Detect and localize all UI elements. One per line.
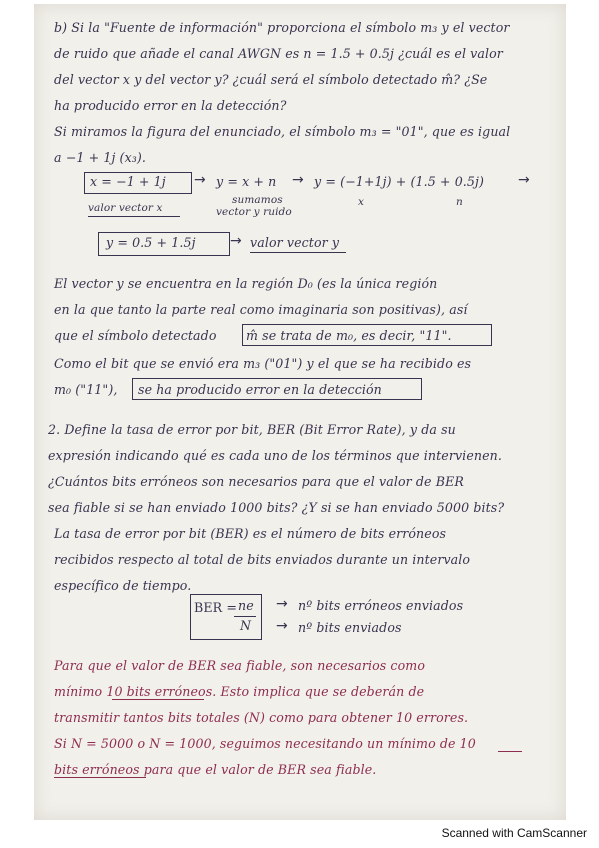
text-line: Para que el valor de BER sea fiable, son necesarios como (54, 658, 425, 673)
text-line: de ruido que añade el canal AWGN es n = 1.5 + 0.5j ¿cuál es el valor (54, 46, 503, 61)
text-line: bits erróneos para que el valor de BER sea fiable. (54, 762, 377, 777)
text-line: m₀ ("11"), (54, 382, 118, 397)
text-line: mínimo 10 bits erróneos. Esto implica que se deberán de (54, 684, 425, 699)
arrow-icon: → (276, 618, 288, 634)
text-line: Como el bit que se envió era m₃ ("01") y el que se ha recibido es (54, 356, 472, 371)
text-line: Si miramos la figura del enunciado, el símbolo m₃ = "01", que es igual (54, 124, 511, 139)
underline (88, 216, 180, 217)
formula-note-1: nº bits erróneos enviados (298, 598, 464, 613)
x-value: x = −1 + 1j (90, 174, 166, 189)
text-line: que el símbolo detectado (54, 328, 217, 343)
label-sum: sumamos (232, 194, 283, 206)
ber-formula (190, 594, 530, 644)
scanned-page (34, 4, 566, 820)
underline (112, 699, 204, 700)
label-x: x (358, 196, 365, 208)
text-line: ¿Cuántos bits erróneos son necesarios para que el valor de BER (48, 474, 464, 489)
arrow-icon: → (518, 172, 530, 188)
arrow-icon: → (292, 172, 304, 188)
label-x-vector: valor vector x (88, 202, 163, 214)
underline (498, 751, 522, 752)
text-line: El vector y se encuentra en la región D₀ (es la única región (54, 276, 438, 291)
text-line: expresión indicando qué es cada uno de los términos que intervienen. (48, 448, 502, 463)
text-line: sea fiable si se han enviado 1000 bits? ¿Y si se han enviado 5000 bits? (48, 500, 505, 515)
y-expanded: y = (−1+1j) + (1.5 + 0.5j) (314, 174, 485, 189)
text-line: b) Si la "Fuente de información" proporciona el símbolo m₃ y el vector (54, 20, 510, 35)
formula-numerator: ne (238, 598, 254, 613)
text-line: transmitir tantos bits totales (N) como para obtener 10 errores. (54, 710, 469, 725)
text-line: recibidos respecto al total de bits enviados durante un intervalo (54, 552, 471, 567)
text-line: La tasa de error por bit (BER) es el número de bits erróneos (54, 526, 447, 541)
formula-denominator: N (240, 618, 252, 633)
text-line: Si N = 5000 o N = 1000, seguimos necesitando un mínimo de 10 (54, 736, 476, 751)
text-line: a −1 + 1j (x₃). (54, 150, 147, 165)
arrow-icon: → (276, 596, 288, 612)
formula-lhs: BER = (194, 600, 237, 615)
text-line: ha producido error en la detección? (54, 98, 287, 113)
label-n: n (456, 196, 463, 208)
arrow-icon: → (194, 172, 206, 188)
detect-boxed: m̂ se trata de m₀, es decir, "11". (246, 328, 452, 343)
text-line: en la que tanto la parte real como imaginaria son positivas), así (54, 302, 468, 317)
y-result-row (54, 232, 554, 262)
text-line: específico de tiempo. (54, 578, 192, 593)
arrow-icon: → (230, 233, 242, 249)
error-boxed: se ha producido error en la detección (138, 382, 382, 397)
text-line: del vector x y del vector y? ¿cuál será el símbolo detectado m̂? ¿Se (54, 72, 488, 87)
y-equation: y = x + n (216, 174, 277, 189)
formula-note-2: nº bits enviados (298, 620, 402, 635)
label-sum-2: vector y ruido (216, 206, 292, 218)
underline (250, 252, 346, 253)
underline (54, 777, 146, 778)
equation-row (54, 172, 554, 232)
scanner-watermark: Scanned with CamScanner (441, 826, 587, 840)
y-value: y = 0.5 + 1.5j (106, 235, 196, 250)
text-line: 2. Define la tasa de error por bit, BER (Bit Error Rate), y da su (48, 422, 456, 437)
y-label: valor vector y (250, 235, 340, 250)
